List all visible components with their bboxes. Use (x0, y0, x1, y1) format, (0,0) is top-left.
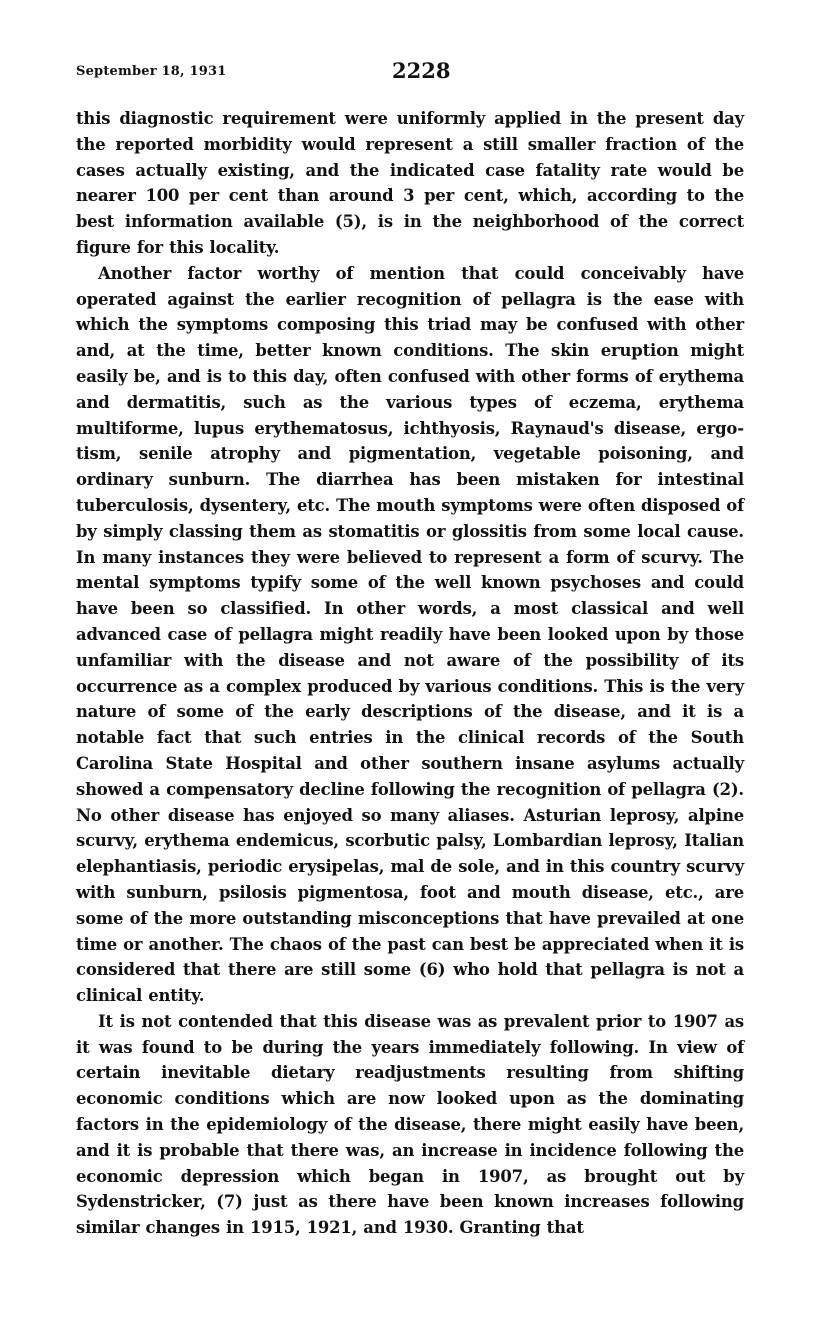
paragraph-prevalence: It is not contended that this disease was as prevalent prior to 1907 as it was found to be during the years immediately following. In view of certain inevitable dietary readjustments resulting from shifting economic conditions which are now looked upon as the dominating factors in the epidemiology of the disease, there might easily have been, and it is probable that there was, an increase in incidence following the economic depression which began in 1907, as brought out by Sydenstricker, (7) just as there have been known increases following similar changes in 1915, 1921, and 1930. Granting that (76, 1011, 744, 1238)
header-date: September 18, 1931 (76, 64, 227, 79)
document-page (76, 58, 744, 1241)
paragraph-confusion-symptoms: Another factor worthy of mention that could conceivably have operated against the earlier recognition of pellagra is the ease with which the symptoms composing this triad may be confused with other and, at the time, better known conditions. The skin eruption might easily be, and is to this day, often confused with other forms of erythema and dermatitis, such as the various types of eczema, erythema multiforme, lupus erythematosus, ichthyosis, Raynaud's disease, ergotism, senile atrophy and pigmentation, vegetable poisoning, and ordinary sunburn. The diarrhea has been mistaken for intestinal tuberculosis, dysentery, etc. The mouth symptoms were often disposed of by simply classing them as stomatitis or glossitis from some local cause. In many instances they were believed to represent a form of scurvy. The mental symptoms typify some of the well known psychoses and could have been so classified. In other words, a most classical and well advanced case of pellagra might readily have been looked upon by those unfamiliar with the disease and not aware of the possibility of its occurrence as a complex produced by various conditions. This is the very nature of some of the early descriptions of the disease, and it is a notable fact that such entries in the clinical records of the South Carolina State Hospital and other southern insane asylums actually showed a compensatory decline following the recognition of pellagra (2). No other disease has enjoyed so many aliases. Asturian leprosy, alpine scurvy, erythema endemicus, scorbutic palsy, Lombardian leprosy, Italian elephantiasis, periodic erysipelas, mal de sole, and in this country scurvy with sunburn, psilosis pigmentosa, foot and mouth disease, etc., are some of the more outstanding misconceptions that have prevailed at one time or another. The chaos of the past can best be appreciated when it is considered that there are still some (6) who hold that pellagra is not a clinical entity. (76, 263, 744, 1006)
paragraph-continued: this diagnostic requirement were uniformly applied in the present day the reported morbidity would represent a still smaller fraction of the cases actually existing, and the indicated case fatality rate would be nearer 100 per cent than around 3 per cent, which, according to the best information available (5), is in the neighborhood of the correct figure for this locality. (76, 109, 744, 257)
page-number: 2228 (392, 58, 451, 83)
page-header (76, 58, 744, 92)
body-text (76, 106, 744, 1241)
